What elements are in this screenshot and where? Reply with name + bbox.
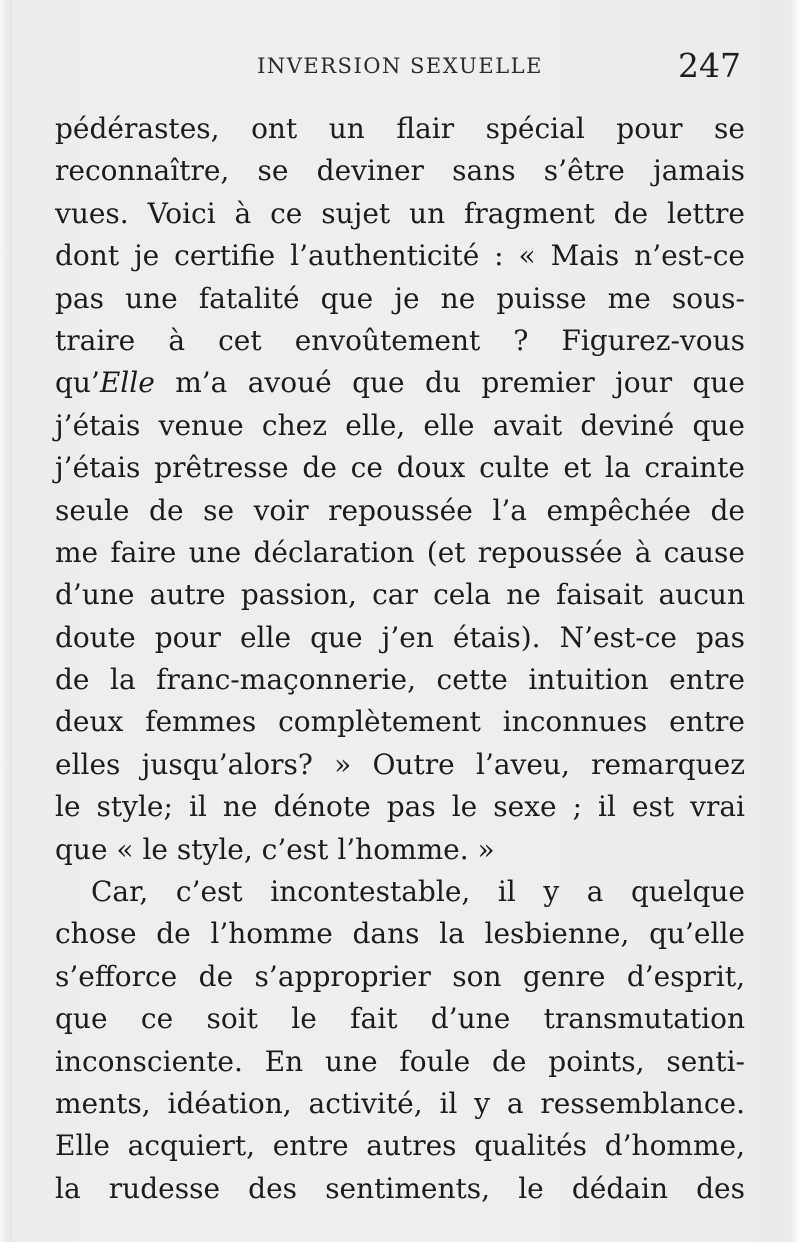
text-line: chose de l’homme dans la lesbienne, qu’elle bbox=[55, 917, 745, 951]
italic-word: Elle bbox=[99, 366, 155, 400]
text-line: doute pour elle que j’en étais). N’est-ce pas bbox=[55, 620, 745, 654]
text-line: reconnaître, se deviner sans s’être jamais bbox=[55, 154, 745, 188]
text-line: la rudesse des sentiments, le dédain des bbox=[55, 1171, 745, 1205]
text-line bbox=[55, 362, 745, 404]
text-line: elles jusqu’alors? » Outre l’aveu, remarquez bbox=[55, 747, 745, 781]
text-line: dont je certifie l’authenticité : « Mais n’est-ce bbox=[55, 239, 745, 273]
text-line: j’étais prêtresse de ce doux culte et la crainte bbox=[55, 451, 745, 485]
text-line: ments, idéation, activité, il y a ressemblance. bbox=[55, 1086, 745, 1120]
page-number: 247 bbox=[678, 46, 741, 85]
text-line: que ce soit le fait d’une transmutation bbox=[55, 1002, 745, 1036]
text-line: que « le style, c’est l’homme. » bbox=[55, 832, 495, 866]
body-text bbox=[55, 108, 745, 1210]
text-line: s’efforce de s’approprier son genre d’esprit, bbox=[55, 959, 745, 993]
text-line: vues. Voici à ce sujet un fragment de lettre bbox=[55, 196, 745, 230]
text-line: de la franc-maçonnerie, cette intuition entre bbox=[55, 663, 745, 697]
text-line: me faire une déclaration (et repoussée à cause bbox=[55, 535, 745, 569]
text-fragment: qu’ bbox=[55, 366, 100, 400]
text-line: seule de se voir repoussée l’a empêchée de bbox=[55, 493, 745, 527]
text-line: deux femmes complètement inconnues entre bbox=[55, 705, 745, 739]
text-line: traire à cet envoûtement ? Figurez-vous bbox=[55, 323, 745, 357]
text-line: Elle acquiert, entre autres qualités d’homme, bbox=[55, 1129, 745, 1163]
text-line: pédérastes, ont un flair spécial pour se bbox=[55, 112, 745, 145]
text-line: pas une fatalité que je ne puisse me sous- bbox=[55, 281, 745, 315]
running-title: INVERSION SEXUELLE bbox=[257, 54, 543, 78]
text-line: le style; il ne dénote pas le sexe ; il est vrai bbox=[55, 790, 745, 824]
text-line: d’une autre passion, car cela ne faisait aucun bbox=[55, 578, 745, 612]
text-fragment: m’a avoué que du premier jour que bbox=[175, 366, 746, 400]
text-line: j’étais venue chez elle, elle avait deviné que bbox=[55, 408, 745, 442]
text-line: Car, c’est incontestable, il y a quelque bbox=[91, 875, 745, 909]
text-line: inconsciente. En une foule de points, senti- bbox=[55, 1044, 745, 1078]
page-header bbox=[55, 44, 745, 84]
